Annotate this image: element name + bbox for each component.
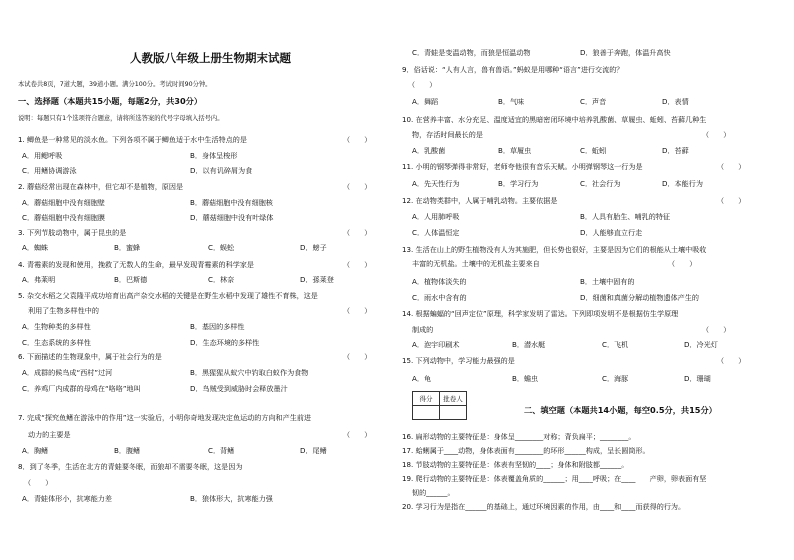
q10-stem-cont: 物，存活时间最长的是 [412, 130, 483, 139]
q10-option-b: B．草履虫 [498, 146, 532, 155]
q4-answer-paren[interactable]: （ ） [343, 260, 372, 269]
q10-option-c: C．蚯蚓 [580, 146, 607, 155]
q6-option-c: C．养鸡厂内成群的母鸡在“咯咯”地叫 [22, 384, 141, 393]
q4-stem: 4. 青霉素的发现和使用，挽救了无数人的生命，最早发现青霉素的科学家是 [18, 260, 255, 269]
q1-option-b: B．身体呈梭形 [190, 151, 238, 160]
q13-answer-paren[interactable]: （ ） [668, 259, 697, 268]
q13-stem-cont: 丰富的无机盐。土壤中的无机盐主要来自 [412, 259, 540, 268]
q15-option-c: C．海豚 [602, 374, 629, 383]
q12-option-d: D．人能够直立行走 [580, 228, 643, 237]
q3-option-b: B．蜜蜂 [114, 243, 141, 252]
q5-stem: 5. 杂交水稻之父袁隆平成功培育出高产杂交水稻的关键是在野生水稻中发现了雄性不育株，这是 [18, 291, 318, 300]
q3-option-c: C．蜈蚣 [208, 243, 235, 252]
q11-stem: 11. 小明的钢琴弹得非常好，老师夸他很有音乐天赋。小明弹钢琴这一行为是 [402, 162, 643, 171]
q13-option-c: C．雨水中含有的 [412, 293, 467, 302]
section1-title: 一、选择题（本题共15小题，每题2分，共30分） [18, 96, 203, 106]
q8-option-d: D．狼善于奔跑，体温升高快 [580, 48, 671, 57]
q15-option-b: B．蟾虫 [512, 374, 539, 383]
q2-option-b: B．蘑菇细胞中没有细胞核 [190, 198, 273, 207]
q4-option-b: B．巴斯德 [114, 275, 148, 284]
q5-option-d: D．生态环境的多样性 [190, 338, 260, 347]
fill-question-16: 16. 扁形动物的主要特征是：身体呈________对称；背负扁平；________。 [402, 432, 636, 441]
q2-answer-paren[interactable]: （ ） [343, 182, 372, 191]
q5-stem-cont: 利用了生物多样性中的 [28, 306, 99, 315]
q7-stem-cont: 动力的主要是 [28, 430, 71, 439]
grader-label: 批卷人 [440, 392, 467, 406]
q6-option-b: B．黑猩猩从蚁穴中钓取白蚁作为食物 [190, 368, 309, 377]
q7-option-d: D．尾鳍 [300, 446, 327, 455]
q11-option-b: B．学习行为 [498, 179, 539, 188]
q11-answer-paren[interactable]: （ ） [717, 162, 746, 171]
q11-option-a: A．先天性行为 [412, 179, 460, 188]
q13-option-a: A．植物体淡失的 [412, 277, 467, 286]
q3-option-a: A．蜘蛛 [22, 243, 49, 252]
q12-answer-paren[interactable]: （ ） [717, 196, 746, 205]
q7-option-a: A．胸鳍 [22, 446, 49, 455]
q14-option-c: C．飞机 [602, 340, 629, 349]
q5-option-c: C．生态系统的多样性 [22, 338, 91, 347]
q7-option-b: B．腹鳍 [114, 446, 141, 455]
q2-option-a: A．蘑菇细胞中没有细胞壁 [22, 198, 105, 207]
q2-option-c: C．蘑菇细胞中没有细胞膜 [22, 213, 105, 222]
q8-option-c: C．青蛙是变温动物，而狼是恒温动物 [412, 48, 531, 57]
q1-option-c: C．用鳍协调游泳 [22, 166, 77, 175]
q3-answer-paren[interactable]: （ ） [343, 228, 372, 237]
q15-option-d: D．珊瑚 [684, 374, 711, 383]
score-cell[interactable] [413, 406, 440, 420]
q5-option-a: A．生物种类的多样性 [22, 322, 91, 331]
q2-option-d: D．蘑菇细胞中没有叶绿体 [190, 213, 274, 222]
score-label: 得分 [413, 392, 440, 406]
q7-option-c: C．背鳍 [208, 446, 235, 455]
q8-stem: 8．到了冬季，生活在北方的青蛙要冬眠，而狼却不需要冬眠，这是因为 [18, 462, 243, 471]
q6-stem: 6. 下面描述的生物现象中，属于社会行为的是 [18, 352, 162, 361]
q9-option-d: D．表情 [662, 97, 689, 106]
q13-option-b: B．土壤中固有的 [580, 277, 635, 286]
q14-answer-paren[interactable]: （ ） [702, 325, 731, 334]
fill-question-18: 18. 节肢动物的主要特征是：体表有坚韧的____；身体和附肢都______。 [402, 460, 629, 469]
q1-option-d: D．以有讥碎屑为食 [190, 166, 253, 175]
fill-question-19: 19. 爬行动物的主要特征是：体表覆盖角质的______；用____呼吸；在____ 产卵，卵表面有坚 [402, 474, 707, 483]
q14-option-b: B．潜水艇 [512, 340, 546, 349]
q14-option-d: D．冷光灯 [684, 340, 718, 349]
q8-option-b: B．狼体形大，抗寒能力强 [190, 494, 273, 503]
q11-option-c: C．社会行为 [580, 179, 621, 188]
q6-answer-paren[interactable]: （ ） [343, 352, 372, 361]
score-table [412, 391, 467, 420]
q9-option-c: C．声音 [580, 97, 607, 106]
q3-option-d: D．螃子 [300, 243, 327, 252]
q15-stem: 15. 下列动物中，学习能力最强的是 [402, 356, 515, 365]
q6-option-d: D．鸟贼受到威胁时会释放墨汁 [190, 384, 288, 393]
page-title: 人教版八年级上册生物期末试题 [130, 51, 291, 65]
q11-option-d: D．本能行为 [662, 179, 703, 188]
q9-option-a: A．舞蹈 [412, 97, 439, 106]
q1-option-a: A．用鳃呼吸 [22, 151, 63, 160]
q8-option-a: A．青蛙体形小，抗寒能力差 [22, 494, 112, 503]
q14-stem-cont: 制成的 [412, 325, 434, 334]
q1-answer-paren[interactable]: （ ） [343, 135, 372, 144]
section1-note: 说明：每题只有1个选项符合题意，请将所选答案的代号字母填入括号内。 [18, 115, 224, 122]
q1-stem: 1. 鲫鱼是一种常见的淡水鱼。下列各项不属于鲫鱼适于水中生活特点的是 [18, 135, 247, 144]
q7-answer-paren[interactable]: （ ） [343, 430, 372, 439]
q6-option-a: A．成群的候鸟成“西村”过河 [22, 368, 113, 377]
q14-stem: 14. 根据蝙蝠的“回声定位”原理，科学家发明了雷达。下列即项发明不是根据仿生学原理 [402, 309, 679, 318]
grader-cell[interactable] [440, 406, 467, 420]
q13-stem: 13. 生活在山上的野生植物没有人为其施肥，但长势也很好，主要是因为它们的根能从土壤中吸收 [402, 245, 707, 254]
fill-question-20: 20. 学习行为是指在______的基础上，通过环境因素的作用，由____和____而获得的行为。 [402, 502, 686, 511]
q9-option-b: B．气味 [498, 97, 525, 106]
q13-option-d: D．细菌和真菌分解动植物遗体产生的 [580, 293, 699, 302]
q10-option-d: D．苔藓 [662, 146, 689, 155]
q12-option-a: A．人用肺呼吸 [412, 212, 460, 221]
q12-stem: 12. 在动物类群中，人属于哺乳动物。主要依据是 [402, 196, 558, 205]
q12-option-b: B．人具有胎生、哺乳的特征 [580, 212, 670, 221]
q10-answer-paren[interactable]: （ ） [702, 130, 731, 139]
q3-stem: 3. 下列节肢动物中，属于昆虫的是 [18, 228, 127, 237]
fill-question-17: 17. 蛤蜊属于____动物，身体表面有________的环形______构成，呈长圆筒形。 [402, 446, 650, 455]
q12-option-c: C．人体温恒定 [412, 228, 460, 237]
q2-stem: 2. 蘑菇经常出现在森林中，但它却不是植物，原因是 [18, 182, 184, 191]
q14-option-a: A．泡宇印刷术 [412, 340, 460, 349]
q5-answer-paren[interactable]: （ ） [343, 306, 372, 315]
q4-option-c: C．林奈 [208, 275, 235, 284]
q10-stem: 10. 在营养丰富、水分充足、温度适宜的黑暗密闭环境中培养乳酸菌、草履虫、蚯蚓、苔藓几种生 [402, 115, 707, 124]
fill-question-19-cont: 韧的______。 [412, 488, 455, 497]
q5-option-b: B．基因的多样性 [190, 322, 245, 331]
q15-answer-paren[interactable]: （ ） [717, 356, 746, 365]
q7-stem: 7. 完成“探究鱼鳍在游泳中的作用”这一实验后，小明你奇地发现决定鱼运动的方向和产生前进 [18, 413, 312, 422]
q8-answer-paren[interactable]: （ ） [24, 478, 53, 487]
q4-option-d: D．孫莱登 [300, 275, 334, 284]
q4-option-a: A．弗莱明 [22, 275, 56, 284]
q9-stem: 9．俗话说：“人有人言，兽有兽语。”蚂蚁是用哪种“语言”进行交流的？ [402, 65, 624, 74]
section2-title: 二、填空题（本题共14小题，每空0.5分，共15分） [524, 405, 717, 415]
exam-info: 本试卷共8页，7道大题，39道小题。满分100分。考试时间90分钟。 [18, 81, 212, 88]
q9-answer-paren[interactable]: （ ） [408, 80, 437, 89]
q15-option-a: A．龟 [412, 374, 432, 383]
q10-option-a: A．乳酸菌 [412, 146, 446, 155]
